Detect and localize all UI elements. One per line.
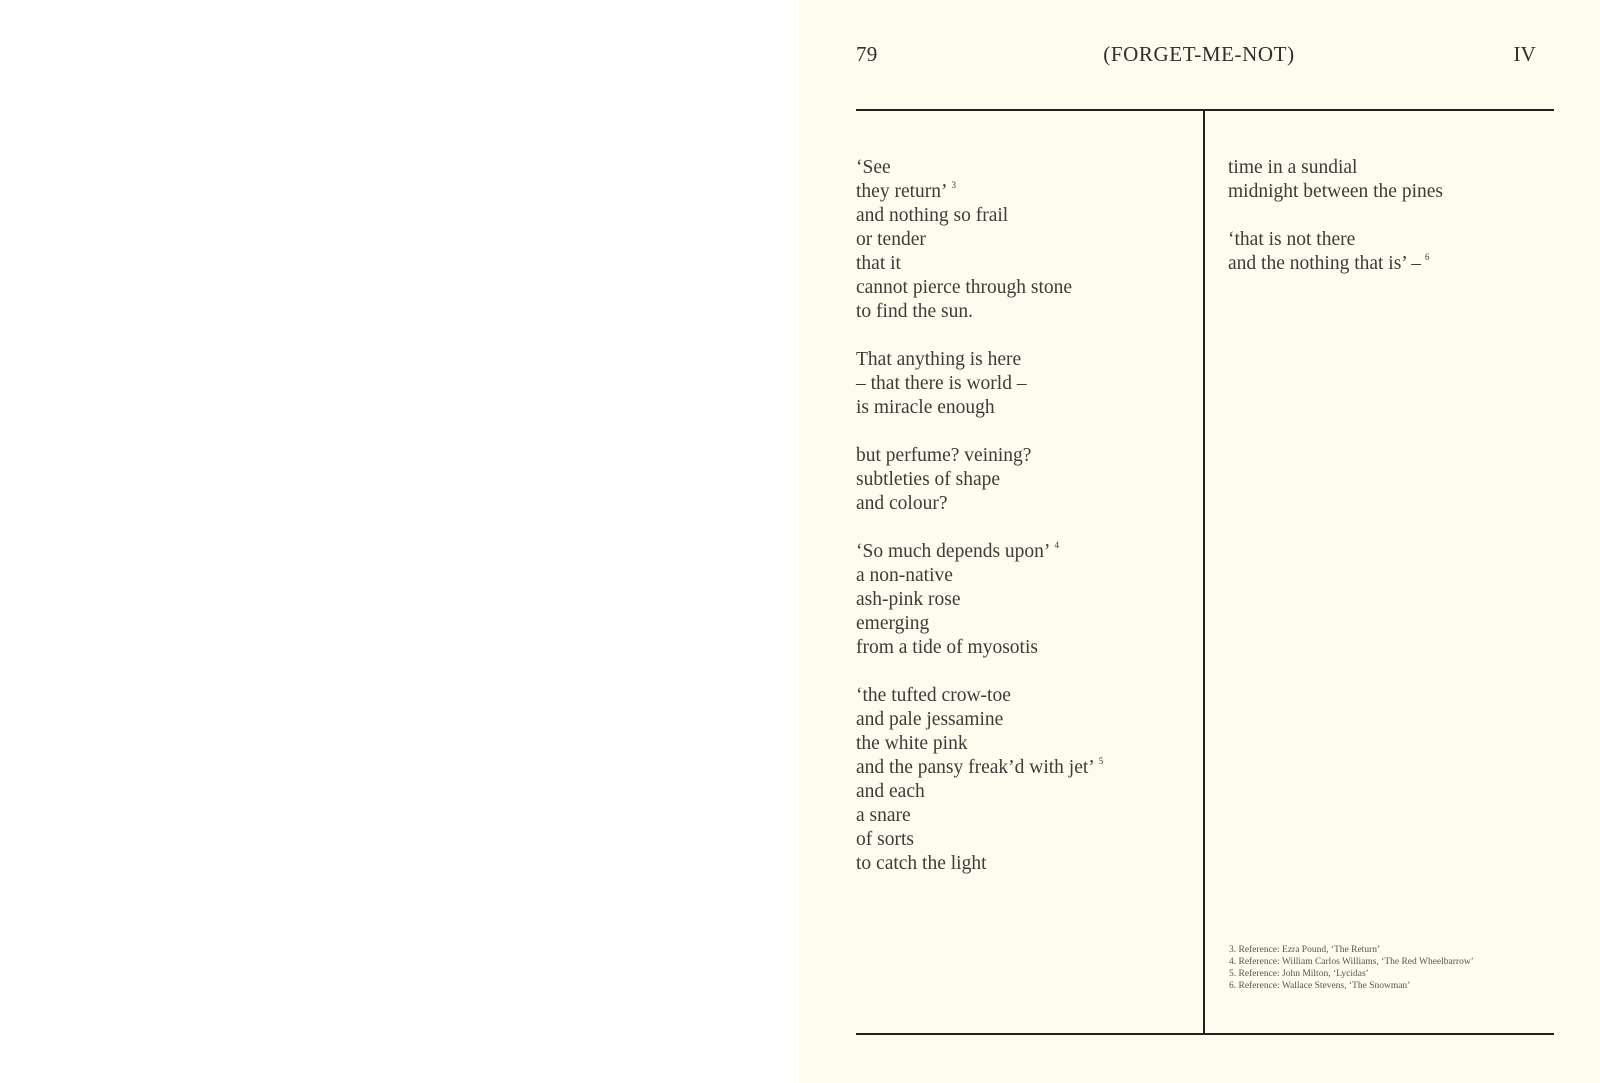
poem-line-text: ash-pink rose xyxy=(856,589,961,610)
stanza-break xyxy=(856,660,1196,684)
poem-line-text: a non-native xyxy=(856,565,953,586)
poem-line-text: and the nothing that is’ – xyxy=(1228,253,1421,274)
footnote: 3. Reference: Ezra Pound, ‘The Return’ xyxy=(1229,945,1381,955)
poem-line-text: and pale jessamine xyxy=(856,709,1004,730)
poem-line xyxy=(856,564,1196,588)
running-title: (FORGET-ME-NOT) xyxy=(1103,42,1295,66)
poem-line-text: subtleties of shape xyxy=(856,469,1001,490)
bottom-rule xyxy=(856,1033,1554,1035)
poem-line-text: they return’ xyxy=(856,181,948,202)
poem-line xyxy=(856,276,1196,300)
poem-line-text: midnight between the pines xyxy=(1228,181,1443,202)
poem-line xyxy=(856,444,1196,468)
poem-line-text: and nothing so frail xyxy=(856,205,1009,226)
poem-line xyxy=(856,828,1196,852)
footnote: 4. Reference: William Carlos Williams, ‘The Red Wheelbarrow’ xyxy=(1229,957,1474,967)
poem-line-text: cannot pierce through stone xyxy=(856,277,1073,298)
poem-line xyxy=(856,204,1196,228)
poem-line xyxy=(1228,252,1548,276)
footnote-marker: 3 xyxy=(951,180,957,190)
poem-line xyxy=(856,636,1196,660)
stanza-break xyxy=(1228,204,1548,228)
poem-line xyxy=(856,180,1196,204)
poem-line xyxy=(1228,228,1548,252)
stanza-break xyxy=(856,420,1196,444)
poem-line xyxy=(856,492,1196,516)
poem-line xyxy=(856,780,1196,804)
poem-line-text: to catch the light xyxy=(856,853,987,874)
poem-line xyxy=(856,300,1196,324)
poem-line xyxy=(856,252,1196,276)
poem-line-text: emerging xyxy=(856,613,930,634)
stanza-break xyxy=(856,516,1196,540)
poem-line xyxy=(1228,156,1548,180)
poem-line xyxy=(856,372,1196,396)
poem-line-text: a snare xyxy=(856,805,911,826)
poem-line xyxy=(856,684,1196,708)
poem-line xyxy=(856,228,1196,252)
poem-line xyxy=(856,732,1196,756)
poem-line-text: ‘that is not there xyxy=(1228,229,1356,250)
poem-line-text: ‘See xyxy=(856,157,891,178)
column-divider xyxy=(1203,109,1205,1035)
poem-line-text: ‘So much depends upon’ xyxy=(856,541,1051,562)
footnote: 5. Reference: John Milton, ‘Lycidas’ xyxy=(1229,969,1369,979)
poem-line-text: but perfume? veining? xyxy=(856,445,1032,466)
poem-line-text: or tender xyxy=(856,229,926,250)
footnotes xyxy=(1229,944,1549,992)
poem-line-text: the white pink xyxy=(856,733,968,754)
poem-line-text: and colour? xyxy=(856,493,948,514)
chapter-number: IV xyxy=(1513,42,1536,66)
footnote-marker: 5 xyxy=(1098,756,1104,766)
poem-line xyxy=(856,588,1196,612)
poem-line-text: – that there is world – xyxy=(856,373,1027,394)
poem-line xyxy=(856,348,1196,372)
poem-line-text: ‘the tufted crow-toe xyxy=(856,685,1011,706)
page-number: 79 xyxy=(856,42,878,66)
footnote-marker: 4 xyxy=(1054,540,1059,550)
poem-line-text: and each xyxy=(856,781,925,802)
poem-line-text: to find the sun. xyxy=(856,301,973,322)
poem-line xyxy=(856,468,1196,492)
poem-line xyxy=(1228,180,1548,204)
stanza-break xyxy=(856,324,1196,348)
poem-line-text: and the pansy freak’d with jet’ xyxy=(856,757,1095,778)
poem-line xyxy=(856,852,1196,876)
poem-line xyxy=(856,804,1196,828)
poem-line xyxy=(856,612,1196,636)
footnote: 6. Reference: Wallace Stevens, ‘The Snowman’ xyxy=(1229,981,1411,991)
poem-line xyxy=(856,756,1196,780)
poem-left-column xyxy=(856,156,1196,876)
poem-line-text: of sorts xyxy=(856,829,914,850)
blank-left-page xyxy=(0,0,798,1083)
poem-line xyxy=(856,540,1196,564)
poem-right-column xyxy=(1228,156,1548,276)
poem-line-text: that it xyxy=(856,253,901,274)
poem-line-text: That anything is here xyxy=(856,349,1022,370)
poem-line xyxy=(856,156,1196,180)
footnote-marker: 6 xyxy=(1424,252,1430,262)
poem-line-text: is miracle enough xyxy=(856,397,995,418)
poem-line-text: time in a sundial xyxy=(1228,157,1358,178)
poem-line-text: from a tide of myosotis xyxy=(856,637,1038,658)
book-page xyxy=(798,0,1600,1083)
poem-line xyxy=(856,708,1196,732)
top-rule xyxy=(856,109,1554,111)
poem-line xyxy=(856,396,1196,420)
